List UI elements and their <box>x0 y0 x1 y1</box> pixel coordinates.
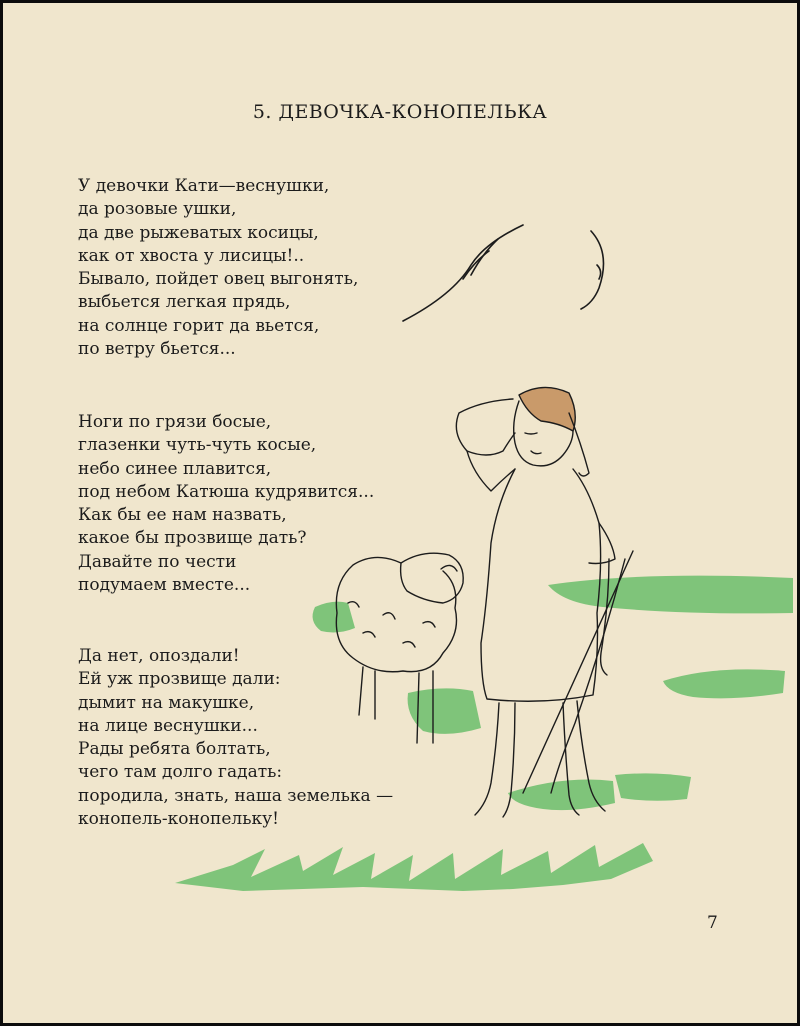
poem-line: У девочки Кати—веснушки, <box>78 176 330 196</box>
poem-line: как от хвоста у лисицы!.. <box>78 245 305 266</box>
poem-line: выбьется легкая прядь, <box>78 292 291 313</box>
poem-line: подумаем вместе... <box>78 575 251 596</box>
poem-line: по ветру бьется... <box>78 339 236 360</box>
poem-line: небо синее плавится, <box>78 458 272 479</box>
book-page <box>3 3 797 1023</box>
poem-line: да розовые ушки, <box>78 199 237 220</box>
poem-line: Ей уж прозвище дали: <box>78 669 281 690</box>
poem-line: Рады ребята болтать, <box>78 739 271 760</box>
poem-line: глазенки чуть-чуть косые, <box>78 435 317 456</box>
bird-sketch-icon <box>403 225 604 321</box>
poem-line: дымит на макушке, <box>78 692 255 713</box>
page-number: 7 <box>707 913 718 933</box>
illustration-girl-with-sheep <box>3 3 797 1023</box>
poem-line: Давайте по чести <box>78 551 237 572</box>
poem-line: какое бы прозвище дать? <box>78 528 307 549</box>
poem-line: чего там долго гадать: <box>78 762 283 783</box>
poem-line: Да нет, опоздали! <box>78 646 240 666</box>
poem-line: под небом Катюша кудрявится... <box>78 481 375 502</box>
poem-line: да две рыжеватых косицы, <box>78 222 319 243</box>
poem-line: Бывало, пойдет овец выгонять, <box>78 269 359 290</box>
poem-line: породила, знать, наша земелька — <box>78 785 394 806</box>
poem-line: Как бы ее нам назвать, <box>78 505 287 526</box>
poem-line: на лице веснушки... <box>78 715 258 736</box>
girl-drawing <box>456 387 633 817</box>
poem-line: на солнце горит да вьется, <box>78 315 320 336</box>
poem-title: 5. ДЕВОЧКА-КОНОПЕЛЬКА <box>252 101 548 123</box>
poem-line: конопель-конопельку! <box>78 809 279 830</box>
poem-line: Ноги по грязи босые, <box>78 412 272 432</box>
